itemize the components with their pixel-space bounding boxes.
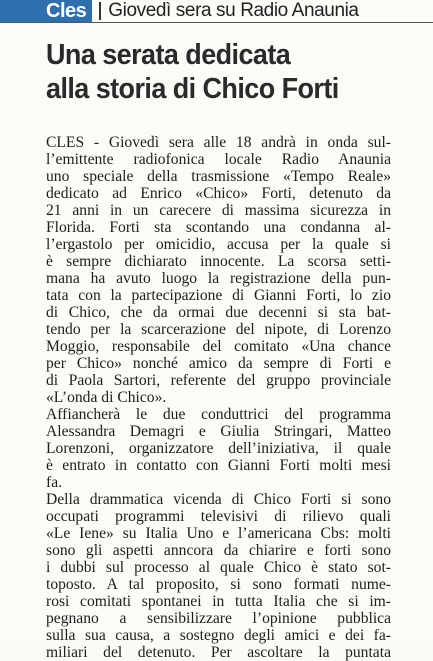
text-line: mana ha avuto luogo la registrazione della pun- bbox=[46, 270, 391, 287]
headline-line-1: Una serata dedicata bbox=[46, 39, 291, 71]
text-line: i dubbi sul processo al quale Chico è stato sot- bbox=[46, 559, 391, 576]
header-separator bbox=[99, 2, 101, 20]
text-line: pegnano a sensibilizzare l’opinione pubblica bbox=[46, 610, 391, 627]
text-line: Affiancherà le due conduttrici del programma bbox=[46, 406, 391, 423]
text-line: è sempre dichiarato innocente. La scorsa setti- bbox=[46, 253, 391, 270]
headline-line-2: alla storia di Chico Forti bbox=[46, 73, 339, 105]
text-line: «L’onda di Chico». bbox=[46, 389, 167, 406]
text-line: l’emittente radiofonica locale Radio Anaunia bbox=[46, 151, 391, 168]
paragraph-3 bbox=[46, 491, 391, 661]
text-line: dedicato ad Enrico «Chico» Forti, detenuto da bbox=[46, 185, 391, 202]
text-line: di Chico, che da ormai due decenni si sta bat- bbox=[46, 304, 391, 321]
text-line: uno speciale della trasmissione «Tempo Reale» bbox=[46, 168, 391, 185]
section-tag: Cles bbox=[0, 0, 92, 22]
text-line: Moggio, responsabile del comitato «Una chance bbox=[46, 338, 391, 355]
text-line: tata con la partecipazione di Gianni Forti, lo zio bbox=[46, 287, 391, 304]
text-line: «Le Iene» su Italia Uno e l’americana Cbs: molti bbox=[46, 525, 391, 542]
text-line: Della drammatica vicenda di Chico Forti si sono bbox=[46, 491, 391, 508]
text-line: toposto. A tal proposito, si sono formati nume- bbox=[46, 576, 391, 593]
section-title: Giovedì sera su Radio Anaunia bbox=[108, 0, 359, 21]
article-body bbox=[46, 134, 391, 661]
text-line: di Paola Sartori, referente del gruppo provinciale bbox=[46, 372, 391, 389]
text-line: per Chico» nonché amico da sempre di Forti e bbox=[46, 355, 391, 372]
paragraph-2 bbox=[46, 406, 391, 491]
text-line: è entrato in contatto con Gianni Forti molti mesi bbox=[46, 457, 391, 474]
text-line: occupati programmi televisivi di rilievo quali bbox=[46, 508, 391, 525]
text-line: sono gli aspetti anncora da chiarire e forti sono bbox=[46, 542, 391, 559]
text-line: CLES - Giovedì sera alle 18 andrà in onda sul- bbox=[46, 134, 391, 151]
paragraph-1 bbox=[46, 134, 391, 406]
text-line: sulla sua causa, a sostegno degli amici e dei fa- bbox=[46, 627, 391, 644]
text-line: miliari del detenuto. Per ascoltare la puntata bbox=[46, 644, 391, 661]
text-line: Lorenzoni, organizzatore dell’iniziativa, il quale bbox=[46, 440, 391, 457]
text-line: Alessandra Demagri e Giulia Stringari, Matteo bbox=[46, 423, 391, 440]
text-line: Florida. Forti sta scontando una condanna al- bbox=[46, 219, 391, 236]
section-header bbox=[0, 0, 433, 23]
text-line: 21 anni in un carecere di massima sicurezza in bbox=[46, 202, 391, 219]
text-line: rosi comitati spontanei in tutta Italia che si im- bbox=[46, 593, 391, 610]
article-headline bbox=[46, 38, 399, 106]
text-line: tendo per la scarcerazione del nipote, di Lorenzo bbox=[46, 321, 391, 338]
text-line: l’ergastolo per omicidio, accusa per la quale si bbox=[46, 236, 391, 253]
text-line: fa. bbox=[46, 474, 63, 491]
